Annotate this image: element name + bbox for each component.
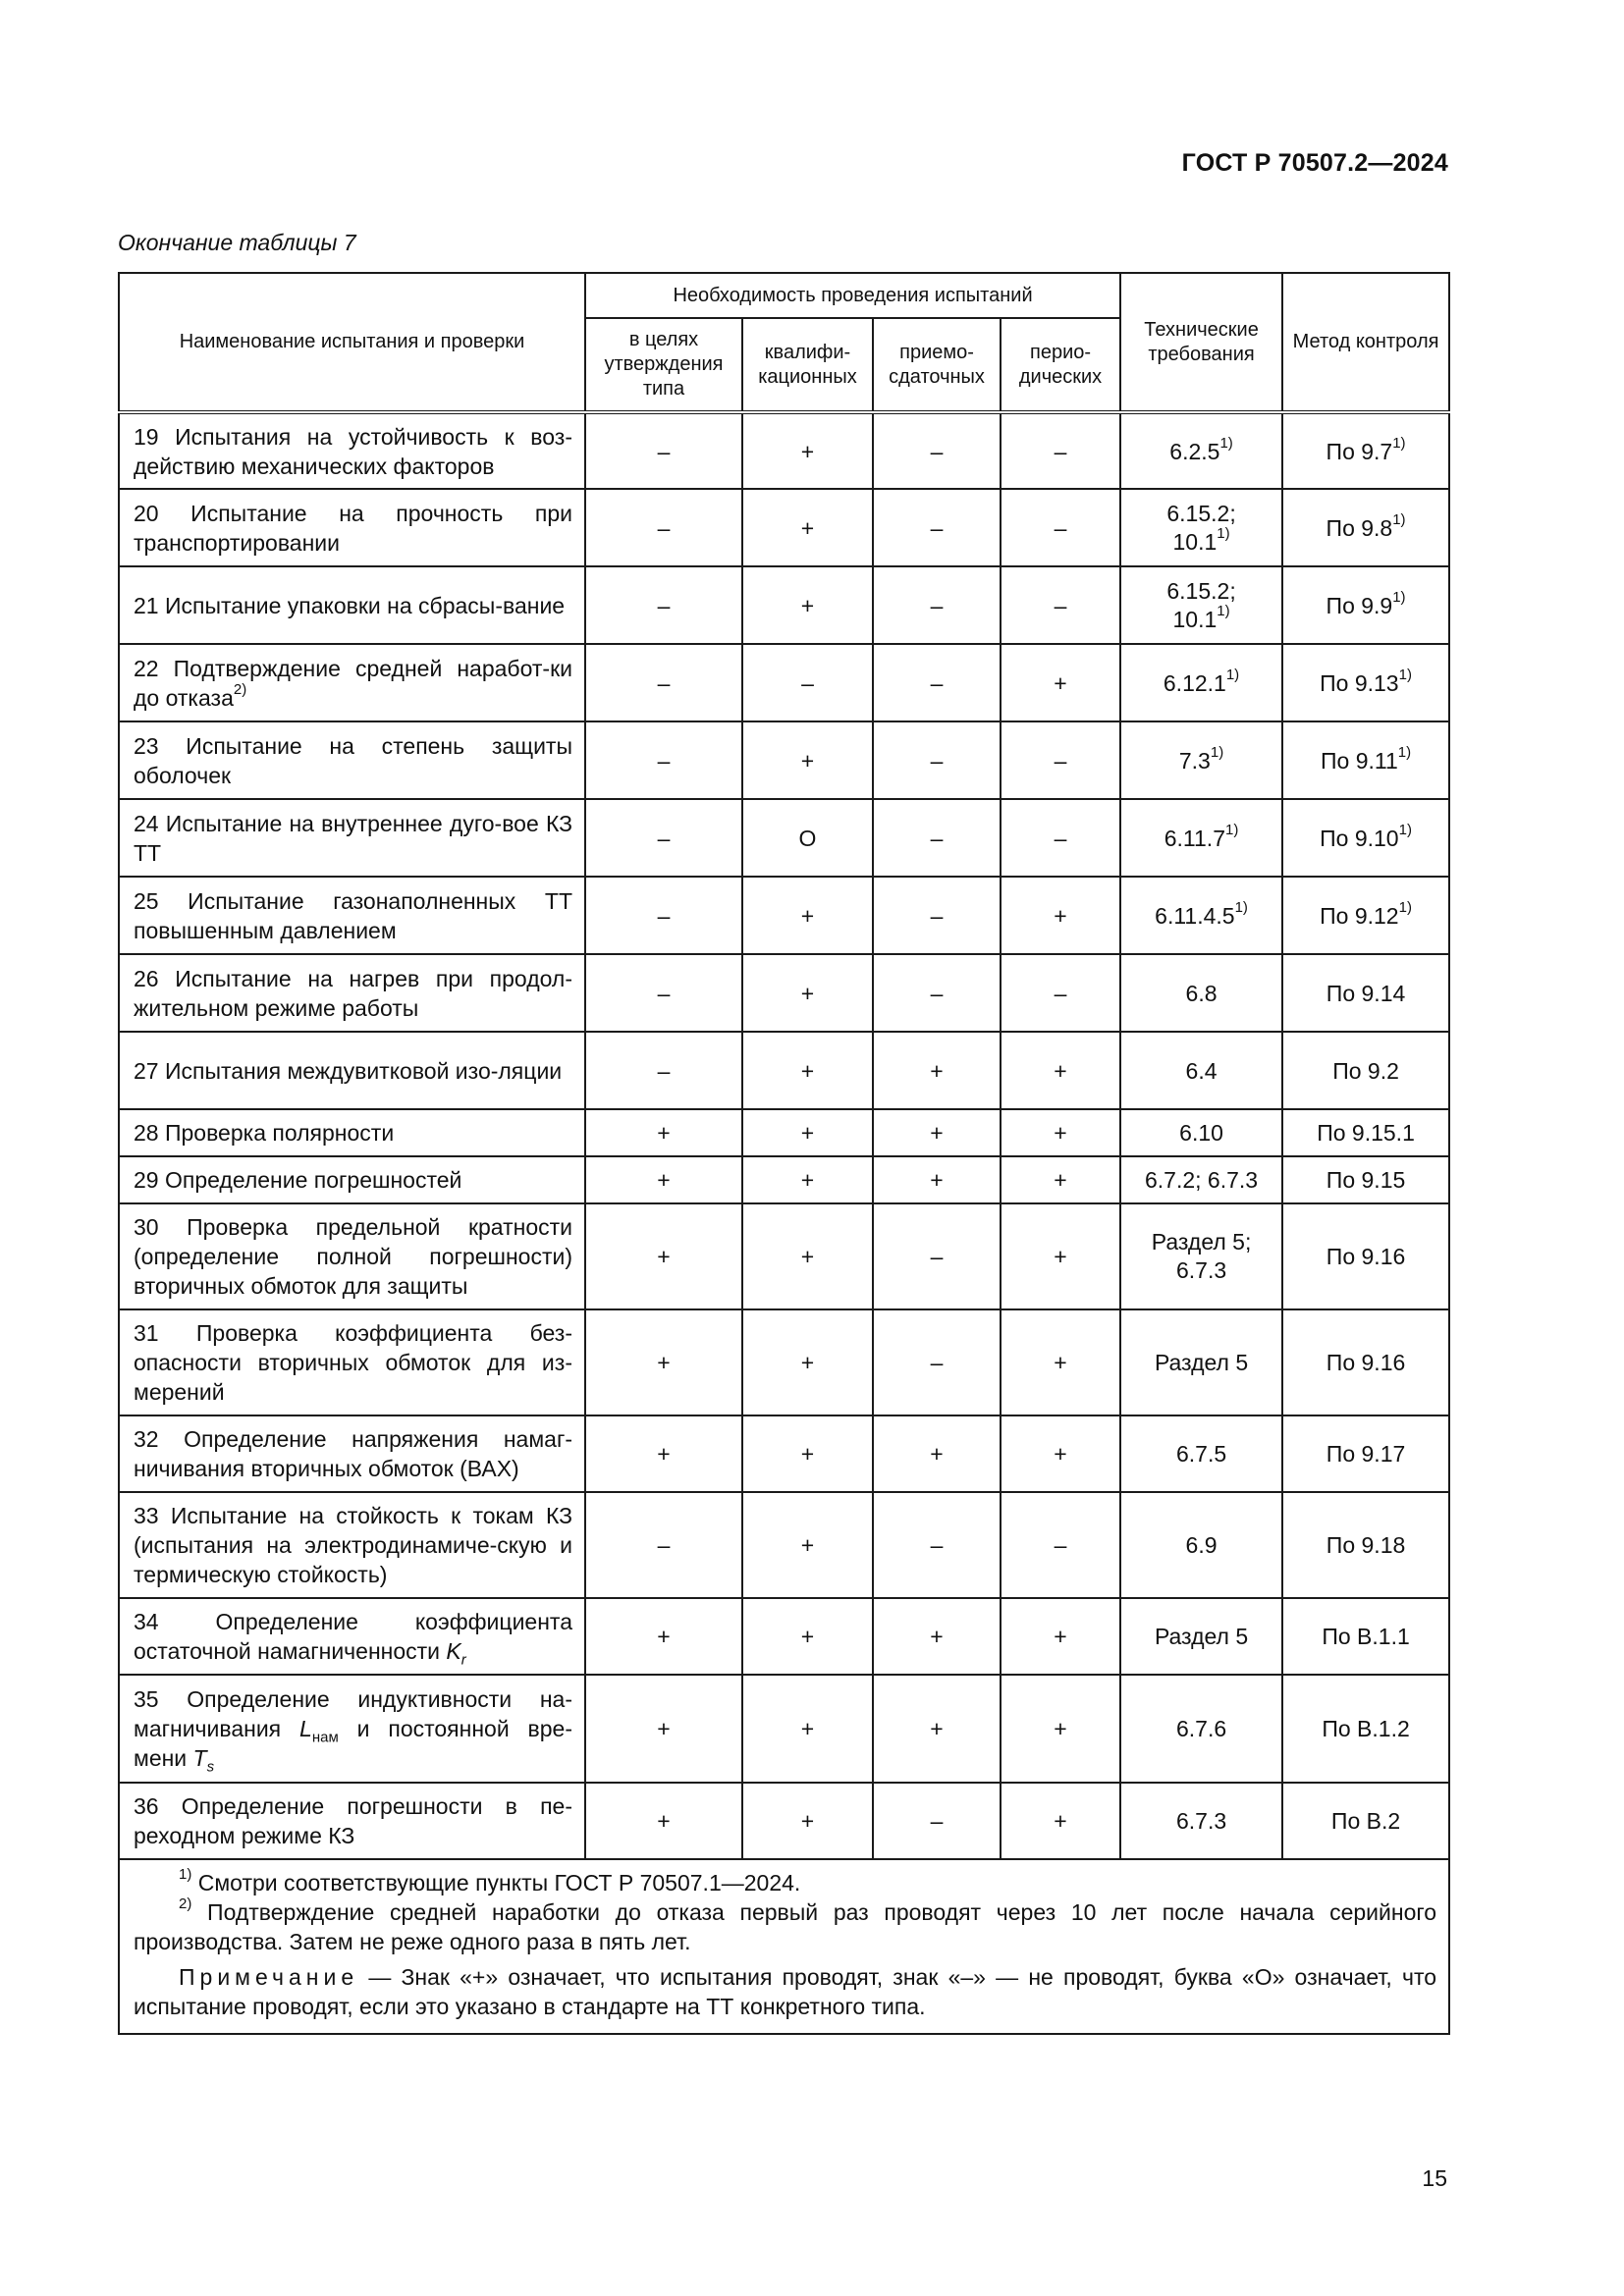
requirements-cell <box>1120 799 1282 877</box>
table-row <box>119 566 1449 644</box>
method-text: По 9.18 <box>1326 1532 1406 1558</box>
method-cell <box>1282 799 1449 877</box>
table-row <box>119 1156 1449 1203</box>
table-row <box>119 877 1449 954</box>
necessity-acc: + <box>873 1109 1001 1156</box>
requirements-text: 6.15.2; 10.1 <box>1166 577 1236 632</box>
requirements-cell <box>1120 1109 1282 1156</box>
necessity-acc: – <box>873 721 1001 799</box>
method-text: По 9.17 <box>1326 1441 1406 1467</box>
necessity-acc: + <box>873 1156 1001 1203</box>
footnote-mark: 1) <box>1225 821 1239 838</box>
test-name <box>119 1156 585 1203</box>
test-name <box>119 644 585 721</box>
header-necessity: Необходимость проведения испытаний <box>585 273 1120 318</box>
method-cell <box>1282 489 1449 566</box>
footnote-mark: 1) <box>1398 666 1412 683</box>
test-name <box>119 489 585 566</box>
method-text: По 9.15 <box>1326 1167 1406 1193</box>
test-name <box>119 877 585 954</box>
necessity-acc: + <box>873 1598 1001 1675</box>
requirements-cell <box>1120 566 1282 644</box>
symbol-l: L <box>299 1716 312 1741</box>
requirements-cell <box>1120 877 1282 954</box>
necessity-per: – <box>1001 489 1120 566</box>
necessity-acc: – <box>873 644 1001 721</box>
table-row <box>119 1109 1449 1156</box>
method-cell <box>1282 1675 1449 1783</box>
header-periodic: перио-дических <box>1001 318 1120 412</box>
row35-mid-text: и постоянной вре-мени <box>134 1716 573 1771</box>
necessity-type: – <box>585 412 742 489</box>
necessity-acc: – <box>873 1783 1001 1859</box>
necessity-qual: + <box>742 1032 873 1109</box>
footnote-mark: 2) <box>179 1896 192 1913</box>
requirements-text: 6.10 <box>1179 1120 1223 1146</box>
test-name-text: 32 Определение напряжения намаг-ничивания вторичных обмоток (ВАХ) <box>134 1426 572 1481</box>
necessity-type: – <box>585 1032 742 1109</box>
footnote-1 <box>134 1868 1436 1897</box>
test-name-text: 24 Испытание на внутреннее дуго-вое КЗ ТТ <box>134 810 572 866</box>
test-name-text: 20 Испытание на прочность при транспортировании <box>134 500 572 556</box>
necessity-per: + <box>1001 1109 1120 1156</box>
necessity-per: + <box>1001 877 1120 954</box>
table-caption: Окончание таблицы 7 <box>118 230 356 255</box>
footnote-mark: 1) <box>1398 821 1412 838</box>
footnote-2-text: Подтверждение средней наработки до отказа первый раз проводят через 10 лет после начала серийного производства. Затем не реже одного раза в пять лет. <box>134 1899 1437 1954</box>
symbol-t-sub: s <box>206 1758 215 1776</box>
method-cell <box>1282 1156 1449 1203</box>
necessity-per: – <box>1001 799 1120 877</box>
necessity-type: + <box>585 1156 742 1203</box>
requirements-text: 6.15.2; 10.1 <box>1166 500 1236 555</box>
note-label: Примечание <box>179 1964 359 1990</box>
table-row <box>119 954 1449 1032</box>
footnote-mark: 2) <box>233 680 247 698</box>
necessity-acc: – <box>873 1203 1001 1309</box>
footnote-mark: 1) <box>1217 602 1230 619</box>
requirements-cell <box>1120 1203 1282 1309</box>
footnote-mark: 1) <box>1210 743 1224 761</box>
requirements-cell <box>1120 644 1282 721</box>
requirements-text: 6.7.2; 6.7.3 <box>1145 1167 1259 1193</box>
necessity-qual: + <box>742 412 873 489</box>
requirements-cell <box>1120 1598 1282 1675</box>
necessity-qual: + <box>742 1675 873 1783</box>
footnote-mark: 1) <box>1234 898 1248 916</box>
method-cell <box>1282 1032 1449 1109</box>
symbol-l-sub: нам <box>311 1729 339 1746</box>
necessity-per: + <box>1001 1309 1120 1415</box>
footnote-mark: 1) <box>1397 743 1412 761</box>
necessity-acc: + <box>873 1415 1001 1492</box>
necessity-type: – <box>585 489 742 566</box>
method-cell <box>1282 566 1449 644</box>
test-name <box>119 954 585 1032</box>
test-name <box>119 1309 585 1415</box>
necessity-acc: – <box>873 799 1001 877</box>
table-row <box>119 1309 1449 1415</box>
page-number: 15 <box>1422 2165 1447 2191</box>
necessity-acc: + <box>873 1032 1001 1109</box>
requirements-cell <box>1120 954 1282 1032</box>
necessity-per: + <box>1001 1156 1120 1203</box>
requirements-text: 6.7.3 <box>1175 1808 1227 1834</box>
test-name <box>119 1032 585 1109</box>
standard-designation: ГОСТ Р 70507.2—2024 <box>1181 149 1448 177</box>
requirements-text: 6.11.4.5 <box>1155 902 1235 929</box>
necessity-acc: – <box>873 489 1001 566</box>
requirements-cell <box>1120 412 1282 489</box>
requirements-cell <box>1120 489 1282 566</box>
footnote-1-text: Смотри соответствующие пункты ГОСТ Р 70507.1—2024. <box>197 1870 801 1896</box>
method-cell <box>1282 877 1449 954</box>
necessity-per: – <box>1001 954 1120 1032</box>
necessity-qual: + <box>742 1109 873 1156</box>
necessity-type: + <box>585 1203 742 1309</box>
necessity-type: – <box>585 721 742 799</box>
method-cell <box>1282 644 1449 721</box>
requirements-text: 6.4 <box>1185 1057 1218 1084</box>
footnote-mark: 1) <box>1392 434 1406 452</box>
necessity-qual: О <box>742 799 873 877</box>
necessity-type: – <box>585 644 742 721</box>
necessity-acc: – <box>873 1492 1001 1598</box>
necessity-type: – <box>585 799 742 877</box>
method-text: По 9.2 <box>1332 1057 1399 1084</box>
method-cell <box>1282 1783 1449 1859</box>
method-cell <box>1282 1309 1449 1415</box>
test-name-text: 31 Проверка коэффициента без-опасности вторичных обмоток для из-мерений <box>134 1320 572 1405</box>
tests-table <box>118 272 1450 2035</box>
necessity-qual: + <box>742 1203 873 1309</box>
necessity-per: + <box>1001 1032 1120 1109</box>
test-name <box>119 1203 585 1309</box>
requirements-text: 6.9 <box>1185 1532 1218 1558</box>
test-name-text: 28 Проверка полярности <box>134 1120 395 1146</box>
necessity-per: – <box>1001 1492 1120 1598</box>
necessity-acc: – <box>873 1309 1001 1415</box>
necessity-per: + <box>1001 1203 1120 1309</box>
note <box>134 1962 1436 2021</box>
footnote-mark: 1) <box>1217 524 1230 542</box>
necessity-qual: + <box>742 877 873 954</box>
test-name <box>119 1598 585 1675</box>
necessity-qual: + <box>742 1415 873 1492</box>
requirements-cell <box>1120 721 1282 799</box>
requirements-text: 6.7.5 <box>1175 1441 1227 1467</box>
requirements-cell <box>1120 1492 1282 1598</box>
necessity-type: + <box>585 1415 742 1492</box>
necessity-per: + <box>1001 1598 1120 1675</box>
method-text: По 9.14 <box>1326 980 1406 1006</box>
table-body <box>119 412 1449 2034</box>
necessity-per: + <box>1001 1415 1120 1492</box>
requirements-cell <box>1120 1675 1282 1783</box>
header-acceptance: приемо-сдаточных <box>873 318 1001 412</box>
necessity-type: – <box>585 877 742 954</box>
requirements-text: 6.8 <box>1185 980 1218 1006</box>
test-name <box>119 799 585 877</box>
method-cell <box>1282 721 1449 799</box>
table-row <box>119 412 1449 489</box>
test-name-text: 30 Проверка предельной кратности (определение полной погрешности) вторичных обмоток для защиты <box>134 1214 572 1299</box>
symbol-k-sub: r <box>460 1651 466 1669</box>
table-row <box>119 1598 1449 1675</box>
table-row <box>119 721 1449 799</box>
notes-row <box>119 1859 1449 2034</box>
test-name <box>119 1492 585 1598</box>
table-row <box>119 1492 1449 1598</box>
requirements-text: Раздел 5 <box>1154 1624 1249 1649</box>
requirements-text: Раздел 5 <box>1154 1350 1249 1375</box>
necessity-type: – <box>585 566 742 644</box>
method-text: По 9.16 <box>1326 1244 1406 1269</box>
test-name <box>119 1415 585 1492</box>
method-cell <box>1282 1598 1449 1675</box>
method-text: По В.1.2 <box>1322 1716 1410 1741</box>
test-name-text: 21 Испытание упаковки на сбрасы-вание <box>134 592 566 618</box>
necessity-qual: – <box>742 644 873 721</box>
requirements-text: 6.11.7 <box>1164 825 1225 851</box>
necessity-acc: + <box>873 1675 1001 1783</box>
table-row <box>119 1203 1449 1309</box>
header-name: Наименование испытания и проверки <box>119 273 585 412</box>
necessity-per: – <box>1001 566 1120 644</box>
necessity-per: – <box>1001 721 1120 799</box>
necessity-per: + <box>1001 644 1120 721</box>
header-type-approval: в целях утверждения типа <box>585 318 742 412</box>
requirements-text: 6.7.6 <box>1175 1716 1227 1741</box>
table-row <box>119 1675 1449 1783</box>
method-cell <box>1282 1109 1449 1156</box>
test-name-text: 25 Испытание газонаполненных ТТ повышенным давлением <box>134 887 572 943</box>
method-text: По 9.11 <box>1320 747 1398 774</box>
note-text: — Знак «+» означает, что испытания проводят, знак «–» — не проводят, буква «О» означает, что испытание проводят, если это указано в стандарте на ТТ конкретного типа. <box>134 1964 1437 2019</box>
test-name-text: 27 Испытания междувитковой изо-ляции <box>134 1057 563 1084</box>
test-name-text: 22 Подтверждение средней наработ-ки до отказа <box>134 655 572 711</box>
method-cell <box>1282 1203 1449 1309</box>
method-text: По 9.8 <box>1326 514 1393 541</box>
requirements-cell <box>1120 1309 1282 1415</box>
test-name-text: 36 Определение погрешности в пе-реходном режиме КЗ <box>134 1793 572 1848</box>
method-text: По В.2 <box>1330 1808 1401 1834</box>
requirements-cell <box>1120 1156 1282 1203</box>
requirements-cell <box>1120 1783 1282 1859</box>
table-row <box>119 1783 1449 1859</box>
test-name <box>119 721 585 799</box>
footnote-mark: 1) <box>1392 510 1406 528</box>
necessity-qual: + <box>742 566 873 644</box>
footnote-mark: 1) <box>1398 898 1412 916</box>
table-row <box>119 489 1449 566</box>
necessity-qual: + <box>742 1492 873 1598</box>
table-row <box>119 644 1449 721</box>
requirements-text: 7.3 <box>1178 747 1211 774</box>
necessity-acc: – <box>873 412 1001 489</box>
method-cell <box>1282 954 1449 1032</box>
necessity-per: + <box>1001 1675 1120 1783</box>
footnote-mark: 1) <box>1392 588 1406 606</box>
requirements-text: 6.2.5 <box>1169 438 1220 464</box>
necessity-type: + <box>585 1675 742 1783</box>
necessity-qual: + <box>742 1783 873 1859</box>
method-text: По В.1.1 <box>1322 1624 1410 1649</box>
method-cell <box>1282 412 1449 489</box>
footnote-2 <box>134 1897 1436 1956</box>
test-name <box>119 412 585 489</box>
test-name <box>119 1783 585 1859</box>
table-row <box>119 799 1449 877</box>
necessity-per: + <box>1001 1783 1120 1859</box>
table-row <box>119 1415 1449 1492</box>
table-row <box>119 1032 1449 1109</box>
requirements-cell <box>1120 1032 1282 1109</box>
necessity-acc: – <box>873 877 1001 954</box>
footnote-mark: 1) <box>1225 666 1240 683</box>
header-qualification: квалифи-кационных <box>742 318 873 412</box>
necessity-qual: + <box>742 489 873 566</box>
test-name-text: 26 Испытание на нагрев при продол-жительном режиме работы <box>134 965 572 1021</box>
requirements-text: 6.12.1 <box>1163 669 1226 696</box>
test-name <box>119 1109 585 1156</box>
necessity-per: – <box>1001 412 1120 489</box>
test-name <box>119 1675 585 1783</box>
test-name-text: 29 Определение погрешностей <box>134 1167 462 1193</box>
notes-cell <box>119 1859 1449 2034</box>
symbol-t: T <box>192 1745 207 1771</box>
method-text: По 9.16 <box>1326 1350 1406 1375</box>
header-requirements: Технические требования <box>1120 273 1282 412</box>
test-name-text: 33 Испытание на стойкость к токам КЗ (испытания на электродинамиче-скую и термическую стойкость) <box>134 1503 572 1587</box>
necessity-type: + <box>585 1598 742 1675</box>
method-text: По 9.9 <box>1326 592 1393 618</box>
method-cell <box>1282 1492 1449 1598</box>
necessity-type: + <box>585 1109 742 1156</box>
requirements-cell <box>1120 1415 1282 1492</box>
symbol-k: K <box>446 1638 461 1664</box>
necessity-qual: + <box>742 1309 873 1415</box>
necessity-qual: + <box>742 721 873 799</box>
method-text: По 9.13 <box>1320 669 1399 696</box>
test-name-text: 34 Определение коэффициента остаточной намагниченности <box>134 1609 572 1664</box>
header-method: Метод контроля <box>1282 273 1449 412</box>
method-text: По 9.10 <box>1320 825 1399 851</box>
method-text: По 9.15.1 <box>1317 1120 1415 1146</box>
footnote-mark: 1) <box>1219 434 1233 452</box>
necessity-qual: + <box>742 1598 873 1675</box>
test-name-text: 35 Определение индуктивности на-магничивания <box>134 1686 572 1741</box>
method-text: По 9.12 <box>1320 902 1399 929</box>
method-cell <box>1282 1415 1449 1492</box>
necessity-acc: – <box>873 954 1001 1032</box>
necessity-qual: + <box>742 1156 873 1203</box>
test-name <box>119 566 585 644</box>
necessity-type: – <box>585 954 742 1032</box>
necessity-acc: – <box>873 566 1001 644</box>
test-name-text: 23 Испытание на степень защиты оболочек <box>134 732 572 788</box>
footnote-mark: 1) <box>179 1866 192 1884</box>
method-text: По 9.7 <box>1326 438 1393 464</box>
test-name-text: 19 Испытания на устойчивость к воз-действию механических факторов <box>134 423 572 479</box>
necessity-type: – <box>585 1492 742 1598</box>
necessity-type: + <box>585 1309 742 1415</box>
requirements-text: Раздел 5; 6.7.3 <box>1151 1229 1252 1283</box>
necessity-qual: + <box>742 954 873 1032</box>
necessity-type: + <box>585 1783 742 1859</box>
